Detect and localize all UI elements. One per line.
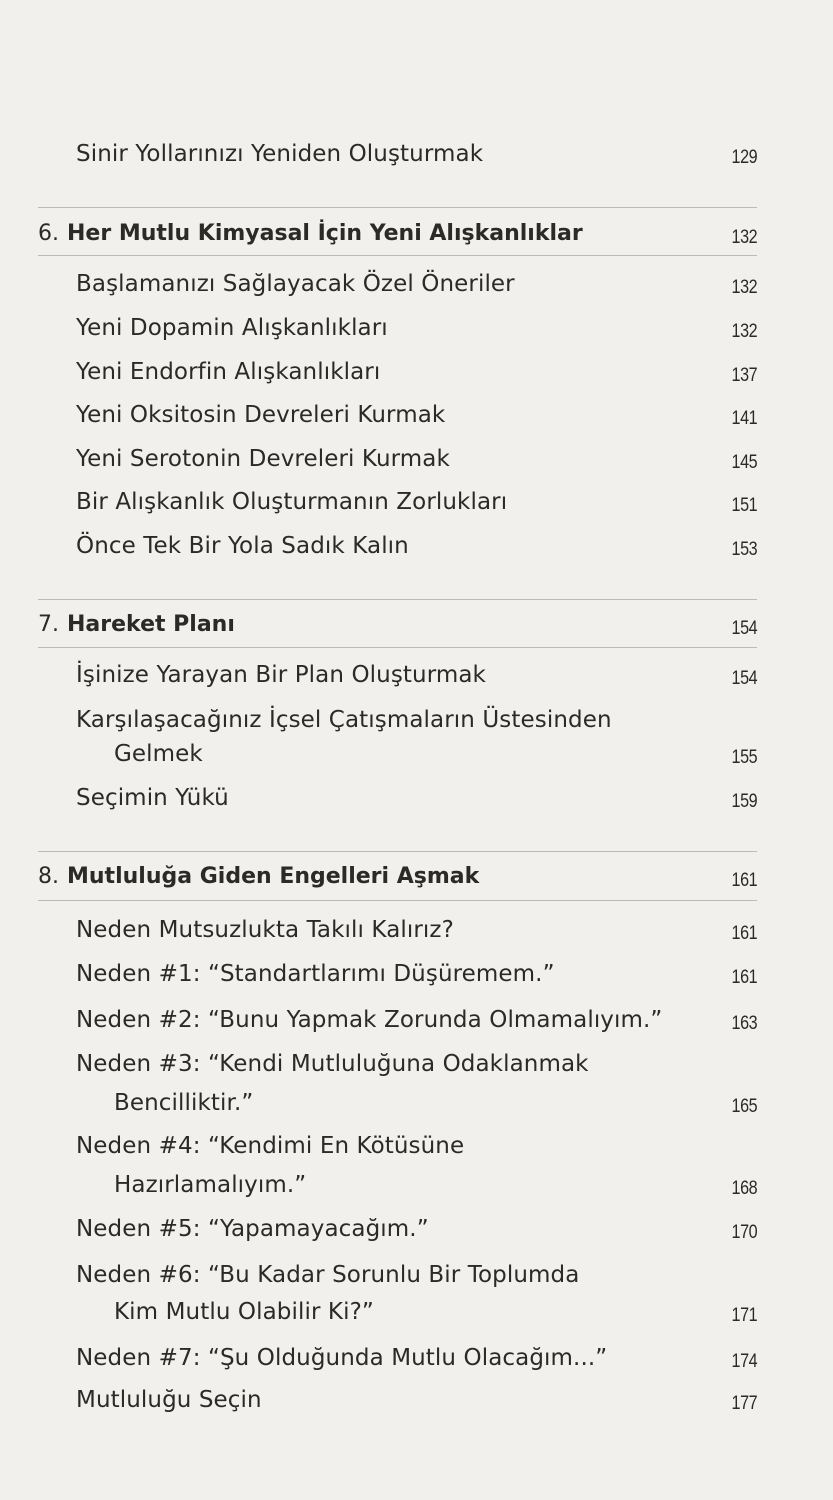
- toc-entry-title-continued: Gelmek: [114, 741, 203, 767]
- toc-entry-title: Neden #3: “Kendi Mutluluğuna Odaklanmak: [76, 1051, 589, 1077]
- toc-entry-title: Önce Tek Bir Yola Sadık Kalın: [76, 533, 409, 559]
- toc-entry-title: Neden #6: “Bu Kadar Sorunlu Bir Toplumda: [76, 1262, 580, 1288]
- toc-entry-title: Neden #4: “Kendimi En Kötüsüne: [76, 1133, 465, 1159]
- toc-entry-page: 165: [731, 1096, 757, 1117]
- toc-entry-title-continued: Bencilliktir.”: [114, 1090, 254, 1116]
- toc-entry-title: Neden #2: “Bunu Yapmak Zorunda Olmamalıyım.”: [76, 1007, 663, 1033]
- toc-entry-title-continued: Hazırlamalıyım.”: [114, 1172, 307, 1198]
- toc-entry-page: 129: [731, 147, 757, 168]
- toc-entry-title: Seçimin Yükü: [76, 785, 229, 811]
- toc-entry-title: Yeni Oksitosin Devreleri Kurmak: [76, 402, 446, 428]
- toc-entry-title: İşinize Yarayan Bir Plan Oluşturmak: [76, 662, 486, 688]
- toc-entry-page: 168: [731, 1178, 757, 1199]
- toc-entry-page: 161: [731, 923, 757, 944]
- section-divider: [38, 255, 757, 256]
- section-divider: [38, 900, 757, 901]
- chapter-title: Her Mutlu Kimyasal İçin Yeni Alışkanlıklar: [67, 221, 583, 246]
- chapter-heading: [38, 608, 235, 642]
- toc-entry-page: 161: [731, 967, 757, 988]
- section-divider: [38, 647, 757, 648]
- toc-entry-page: 141: [731, 408, 757, 429]
- toc-entry-page: 137: [731, 365, 757, 386]
- toc-entry-title: Başlamanızı Sağlayacak Özel Öneriler: [76, 271, 515, 297]
- toc-entry-page: 170: [731, 1222, 757, 1243]
- toc-entry-title: Karşılaşacağınız İçsel Çatışmaların Üstesinden: [76, 707, 612, 733]
- toc-entry-title-continued: Kim Mutlu Olabilir Ki?”: [114, 1299, 374, 1325]
- toc-entry-page: 155: [731, 747, 757, 768]
- toc-entry-page: 177: [731, 1393, 757, 1414]
- toc-entry-page: 174: [731, 1351, 757, 1372]
- toc-entry-title: Neden #7: “Şu Olduğunda Mutlu Olacağım...”: [76, 1345, 608, 1371]
- chapter-page: 132: [731, 227, 757, 248]
- toc-entry-title: Mutluluğu Seçin: [76, 1387, 262, 1413]
- toc-entry-page: 153: [731, 539, 757, 560]
- toc-entry-title: Neden Mutsuzlukta Takılı Kalırız?: [76, 917, 454, 943]
- chapter-heading: [38, 860, 479, 894]
- toc-entry-title: Neden #5: “Yapamayacağım.”: [76, 1216, 429, 1242]
- chapter-page: 154: [731, 618, 757, 639]
- chapter-number: 7.: [38, 612, 59, 637]
- toc-entry-title: Sinir Yollarınızı Yeniden Oluşturmak: [76, 141, 484, 167]
- toc-entry-title: Yeni Dopamin Alışkanlıkları: [76, 315, 388, 341]
- section-divider: [38, 851, 757, 852]
- chapter-title: Mutluluğa Giden Engelleri Aşmak: [67, 864, 480, 889]
- toc-entry-title: Yeni Serotonin Devreleri Kurmak: [76, 446, 450, 472]
- toc-entry-page: 154: [731, 668, 757, 689]
- toc-entry-title: Bir Alışkanlık Oluşturmanın Zorlukları: [76, 489, 508, 515]
- toc-entry-page: 171: [731, 1305, 757, 1326]
- section-divider: [38, 599, 757, 600]
- section-divider: [38, 207, 757, 208]
- toc-entry-page: 132: [731, 321, 757, 342]
- chapter-number: 8.: [38, 864, 59, 889]
- toc-entry-title: Neden #1: “Standartlarımı Düşüremem.”: [76, 961, 555, 987]
- chapter-title: Hareket Planı: [67, 612, 235, 637]
- toc-entry-page: 159: [731, 791, 757, 812]
- toc-entry-page: 132: [731, 277, 757, 298]
- chapter-number: 6.: [38, 221, 59, 246]
- toc-entry-page: 151: [731, 495, 757, 516]
- toc-entry-page: 145: [731, 452, 757, 473]
- chapter-page: 161: [731, 870, 757, 891]
- toc-entry-page: 163: [731, 1013, 757, 1034]
- toc-entry-title: Yeni Endorfin Alışkanlıkları: [76, 359, 381, 385]
- chapter-heading: [38, 217, 583, 251]
